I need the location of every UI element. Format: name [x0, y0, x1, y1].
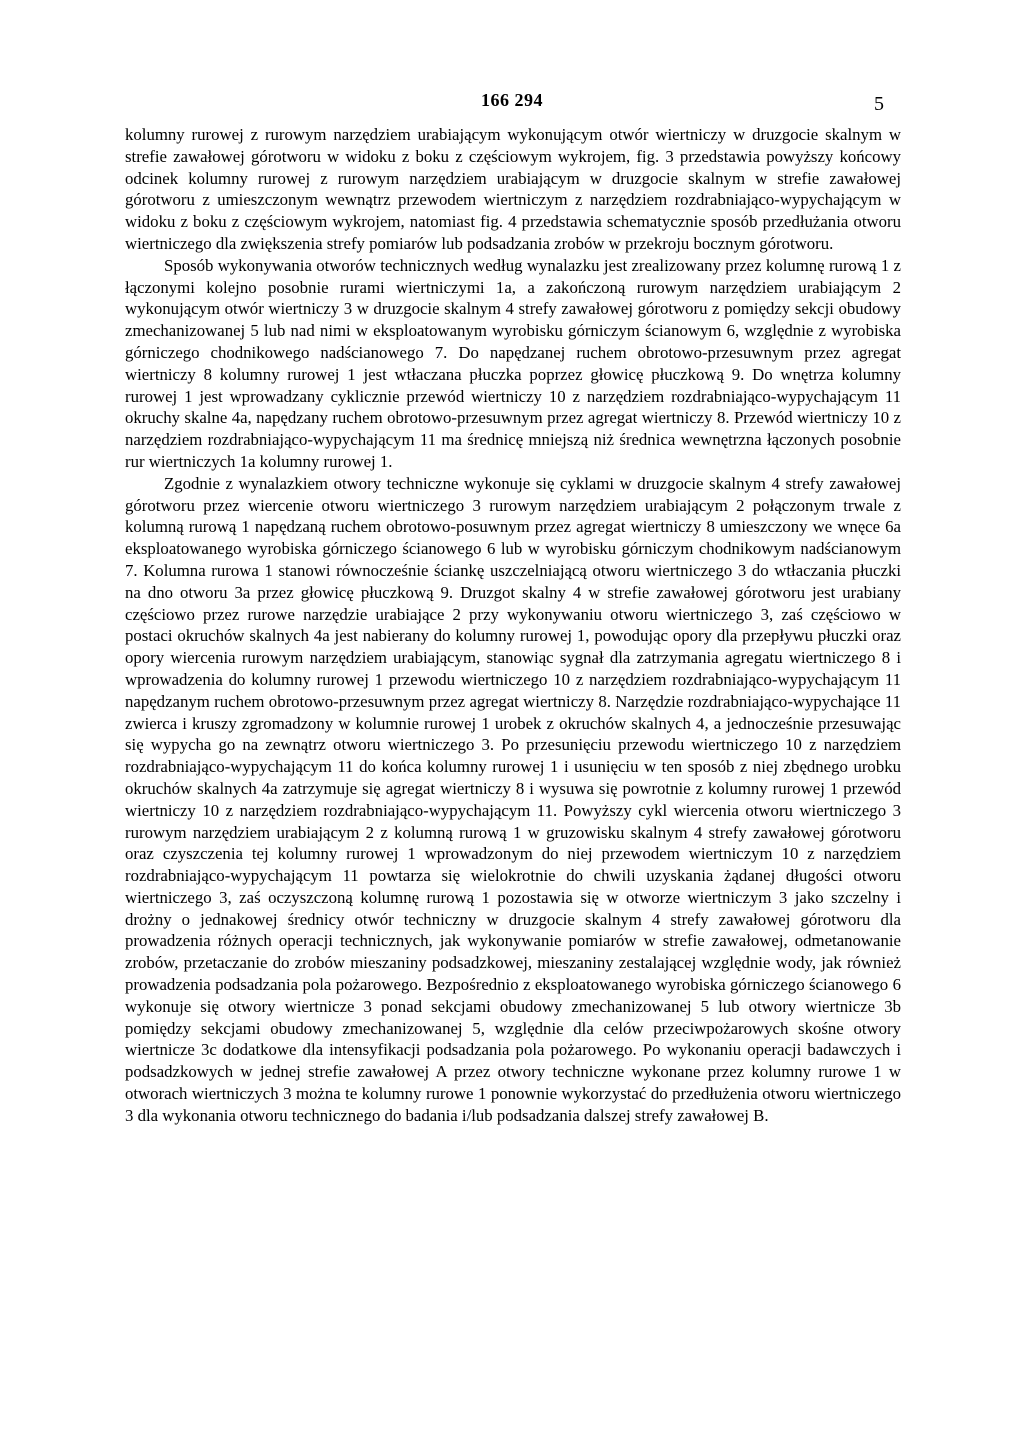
page-header [0, 90, 1024, 114]
paragraph-invention-procedure: Zgodnie z wynalazkiem otwory techniczne wykonuje się cyklami w druzgocie skalnym 4 strefy zawałowej górotworu przez wiercenie otworu wiertniczego 3 rurowym narzędziem urabiającym 2 połączonym trwale z kolumną rurową 1 napędzaną ruchem obrotowo-posuwnym przez agregat wiertniczy 8 umieszczony we wnęce 6a eksploatowanego wyrobiska górniczego ścianowego 6 lub w wyrobisku górniczym chodnikowym nadścianowym 7. Kolumna rurowa 1 stanowi równocześnie ściankę uszczelniającą otworu wiertniczego 3 do wtłaczania płuczki na dno otworu 3a przez głowicę płuczkową 9. Druzgot skalny 4 w strefie zawałowej górotworu jest urabiany częściowo przez rurowe narzędzie urabiające 2 przy wykonywaniu otworu wiertniczego 3, zaś częściowo w postaci okruchów skalnych 4a jest nabierany do kolumny rurowej 1, powodując opory dla przepływu płuczki oraz opory wiercenia rurowym narzędziem urabiającym, stanowiąc sygnał dla zatrzymania agregatu wiertniczego 8 i wprowadzenia do kolumny rurowej 1 przewodu wiertniczego 10 z narzędziem rozdrabniająco-wypychającym 11 napędzanym ruchem obrotowo-przesuwnym przez agregat wiertniczy 8. Narzędzie rozdrabniająco-wypychające 11 zwierca i kruszy zgromadzony w kolumnie rurowej 1 urobek z okruchów skalnych 4, a jednocześnie przesuwając się wypycha go na zewnątrz otworu wiertniczego 3. Po przesunięciu przewodu wiertniczego 10 z narzędziem rozdrabniająco-wypychającym 11 do końca kolumny rurowej 1 i usunięciu w ten sposób z niej zbędnego urobku okruchów skalnych 4a zatrzymuje się agregat wiertniczy 8 i wysuwa się powrotnie z kolumny rurowej 1 przewód wiertniczy 10 z narzędziem rozdrabniająco-wypychającym 11. Powyższy cykl wiercenia otworu wiertniczego 3 rurowym narzędziem urabiającym 2 z kolumną rurową 1 w gruzowisku skalnym 4 strefy zawałowej górotworu oraz czyszczenia tej kolumny rurowej 1 wprowadzonym do niej przewodem wiertniczym 10 z narzędziem rozdrabniająco-wypychającym 11 powtarza się wielokrotnie do chwili uzyskania żądanej długości otworu wiertniczego 3, zaś oczyszczoną kolumnę rurową 1 pozostawia się w otworze wiertniczym 3 jako szczelny i drożny o jednakowej średnicy otwór techniczny w druzgocie skalnym 4 strefy zawałowej górotworu dla prowadzenia różnych operacji technicznych, jak wykonywanie pomiarów w strefie zawałowej, odmetanowanie zrobów, przetaczanie do zrobów mieszaniny podsadzkowej, mieszaniny zestalającej względnie wody, jak również prowadzenia podsadzania pola pożarowego. Bezpośrednio z eksploatowanego wyrobiska górniczego ścianowego 6 wykonuje się otwory wiertnicze 3 ponad sekcjami obudowy zmechanizowanej 5 lub otwory wiertnicze 3b pomiędzy sekcjami obudowy zmechanizowanej 5, względnie dla celów przeciwpożarowych skośne otwory wiertnicze 3c dodatkowe dla intensyfikacji podsadzania pola pożarowego. Po wykonaniu operacji badawczych i podsadzkowych w jednej strefie zawałowej A przez otwory techniczne wykonane przez kolumny rurowe 1 w otworach wiertniczych 3 można te kolumny rurowe 1 ponownie wykorzystać do przedłużenia otworu wiertniczego 3 dla wykonania otworu technicznego do badania i/lub podsadzania dalszej strefy zawałowej B. [125, 473, 901, 1125]
paragraph-figure-descriptions: kolumny rurowej z rurowym narzędziem urabiającym wykonującym otwór wiertniczy w druzgocie skalnym w strefie zawałowej górotworu w widoku z boku z częściowym wykrojem, fig. 3 przedstawia powyższy końcowy odcinek kolumny rurowej z rurowym narzędziem urabiającym w druzgocie skalnym w strefie zawałowej górotworu z umieszczonym wewnątrz przewodem wiertniczym z narzędziem rozdrabniająco-wypychającym w widoku z boku z częściowym wykrojem, natomiast fig. 4 przedstawia schematycznie sposób przedłużania otworu wiertniczego dla zwiększenia strefy pomiarów lub podsadzania zrobów w przekroju bocznym górotworu. [125, 125, 901, 253]
body-text [125, 124, 901, 1127]
paragraph-method-description: Sposób wykonywania otworów technicznych według wynalazku jest zrealizowany przez kolumnę rurową 1 z łączonymi kolejno posobnie rurami wiertniczymi 1a, a zakończoną rurowym narzędziem urabiającym 2 wykonującym otwór wiertniczy 3 w druzgocie skalnym 4 strefy zawałowej górotworu z pomiędzy sekcji obudowy zmechanizowanej 5 lub nad nimi w eksploatowanym wyrobisku górniczym ścianowym 6, względnie z wyrobiska górniczego chodnikowego nadścianowego 7. Do napędzanej ruchem obrotowo-przesuwnym przez agregat wiertniczy 8 kolumny rurowej 1 jest wtłaczana płuczka poprzez głowicę płuczkową 9. Do wnętrza kolumny rurowej 1 jest wprowadzany cyklicznie przewód wiertniczy 10 z narzędziem rozdrabniająco-wypychającym 11 okruchy skalne 4a, napędzany ruchem obrotowo-przesuwnym przez agregat wiertniczy 8. Przewód wiertniczy 10 z narzędziem rozdrabniająco-wypychającym 11 ma średnicę mniejszą niż średnica wewnętrzna łączonych posobnie rur wiertniczych 1a kolumny rurowej 1. [125, 255, 901, 471]
patent-number: 166 294 [481, 90, 543, 110]
page-number: 5 [874, 93, 884, 115]
